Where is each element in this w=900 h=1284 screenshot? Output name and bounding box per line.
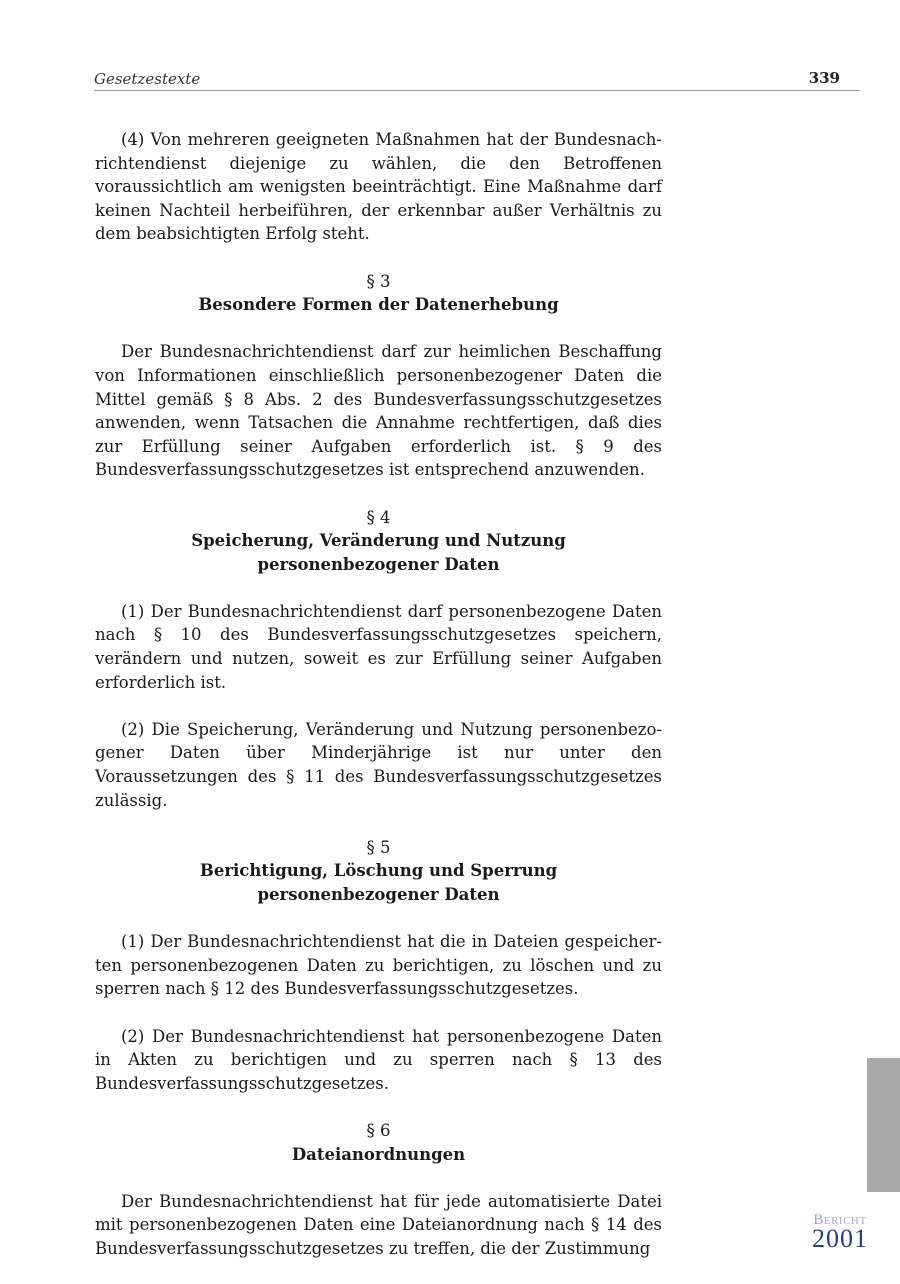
section-number: § 3	[366, 271, 391, 291]
paragraph-sec5-2: (2) Der Bundesnachrichtendienst hat personenbezogene Daten in Akten zu berichtigen und zu sperren nach § 13 des Bundesverfassungsschutzgesetzes.	[95, 1026, 662, 1093]
section-number: § 4	[366, 507, 391, 527]
paragraph-sec4-2: (2) Die Speicherung, Veränderung und Nutzung personenbezogener Daten über Minderjährige ist nur unter den Voraussetzungen des § 11 des Bundesverfassungsschutzgesetzes zulässig.	[95, 719, 662, 810]
running-title: Gesetzestexte	[94, 70, 201, 88]
section-heading-6	[95, 1119, 662, 1166]
paragraph-sec5-1: (1) Der Bundesnachrichtendienst hat die in Dateien gespeicherten personenbezogenen Daten zu berichtigen, zu löschen und zu sperren nach § 12 des Bundesverfassungsschutzgesetzes.	[95, 932, 662, 999]
section-heading-3	[95, 270, 662, 317]
chapter-side-tab	[867, 1058, 900, 1192]
report-logo	[800, 1212, 880, 1253]
section-heading-5	[95, 836, 662, 907]
section-number: § 6	[366, 1120, 391, 1140]
section-heading-4	[95, 506, 662, 577]
section-title: Speicherung, Veränderung und Nutzung	[191, 531, 566, 551]
section-title: Dateianordnungen	[291, 1144, 466, 1164]
section-title: Besondere Formen der Datenerhebung	[198, 295, 559, 315]
paragraph-sec4-1: (1) Der Bundesnachrichtendienst darf personenbezogene Daten nach § 10 des Bundesverfassungsschutzgesetzes speichern, verändern und nutzen, soweit es zur Erfüllung seiner Aufgaben erforderlich ist.	[95, 601, 662, 692]
paragraph-sec3: Der Bundesnachrichtendienst darf zur heimlichen Beschaffung von Informationen einschließlich personenbezogener Daten die Mittel gemäß § 8 Abs. 2 des Bundesverfassungsschutzgesetzes anwenden, wenn Tatsachen die Annahme rechtfertigen, daß dies zur Erfüllung seiner Aufgaben erforderlich ist. § 9 des Bundesverfassungsschutzgesetzes ist entsprechend anzuwenden.	[95, 342, 662, 480]
paragraph-sec6: Der Bundesnachrichtendienst hat für jede automatisierte Datei mit personenbezogenen Daten eine Dateianordnung nach § 14 des Bundesverfassungsschutzgesetzes zu treffen, die der Zustimmung	[95, 1191, 662, 1258]
logo-year: 2001	[812, 1224, 868, 1253]
page-body	[95, 128, 662, 1284]
logo-word: Bericht	[813, 1212, 867, 1228]
section-title: Berichtigung, Löschung und Sperrung	[199, 861, 558, 881]
section-title-line2: personenbezogener Daten	[257, 554, 500, 574]
section-title-line2: personenbezogener Daten	[257, 885, 500, 904]
paragraph-sec2-4: (4) Von mehreren geeigneten Maßnahmen hat der Bundesnachrichtendienst diejenige zu wählen, die den Betroffenen voraussichtlich am wenigsten beeinträchtigt. Eine Maßnahme darf keinen Nachteil herbeiführen, der erkennbar außer Verhältnis zu dem beabsichtigten Erfolg steht.	[95, 130, 662, 244]
page-number: 339	[808, 69, 840, 87]
section-number: § 5	[366, 837, 391, 857]
running-header	[94, 68, 860, 91]
